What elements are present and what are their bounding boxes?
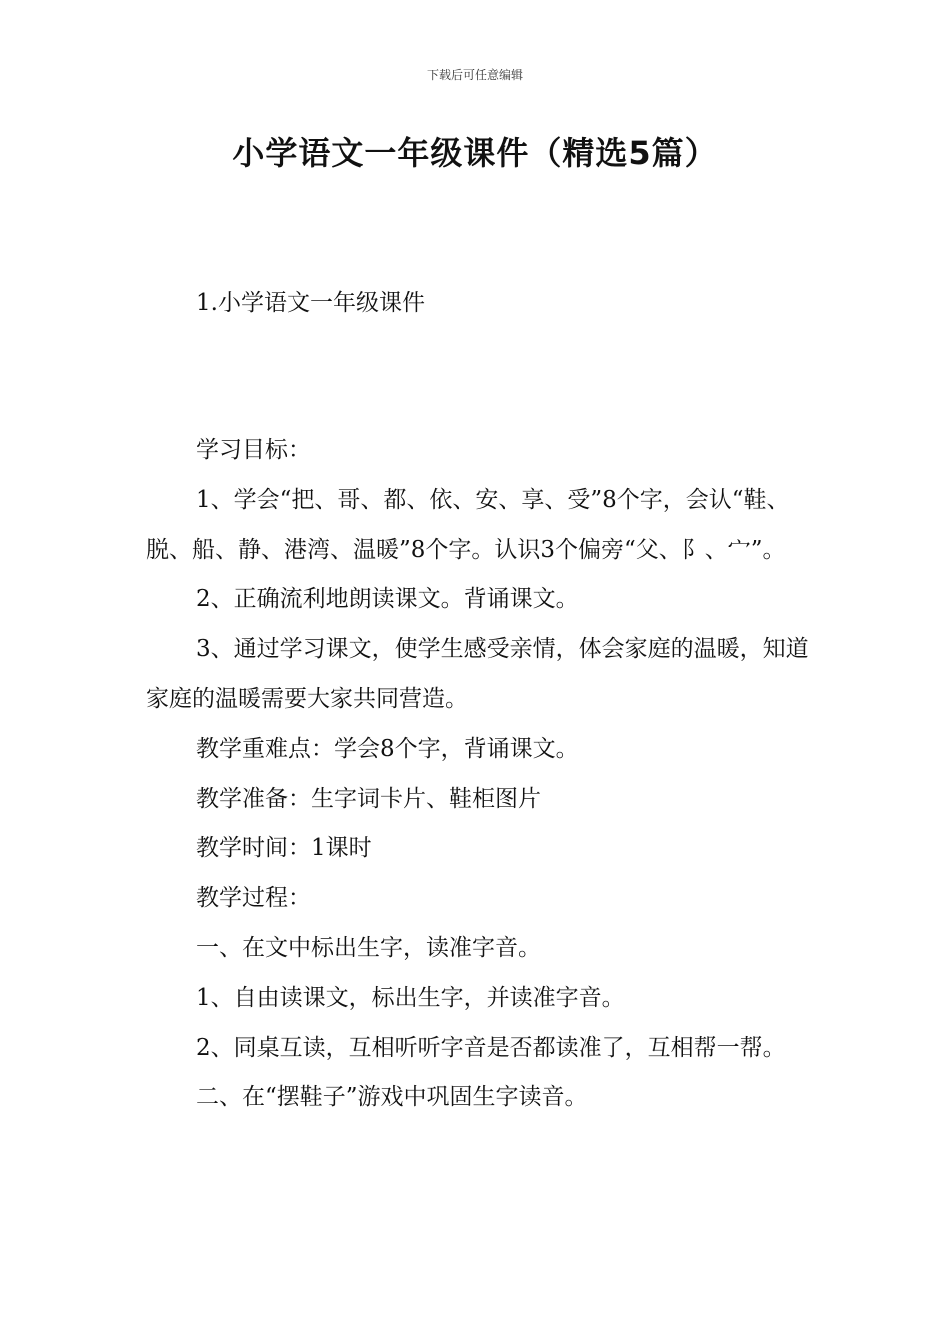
paragraph-learning-goals: 学习目标：: [196, 437, 311, 463]
paragraph-goal-1: 1、学会“把、哥、都、依、安、享、受”8个字，会认“鞋、脱、船、静、港湾、温暖”8个字。认识3个偏旁“父、阝、宀”。: [146, 486, 790, 563]
paragraph-time: 教学时间：1课时: [196, 835, 372, 862]
document-title: 小学语文一年级课件（精选5篇）: [232, 134, 718, 172]
paragraph-process: 教学过程：: [196, 885, 311, 912]
paragraph-goal-3: 3、通过学习课文，使学生感受亲情，体会家庭的温暖，知道家庭的温暖需要大家共同营造。: [146, 636, 809, 712]
header-note: 下载后可任意编辑: [426, 68, 523, 82]
paragraph-step-2: 二、在“摆鞋子”游戏中巩固生字读音。: [196, 1084, 588, 1111]
paragraph-step-1-1: 1、自由读课文，标出生字，并读准字音。: [196, 984, 625, 1011]
paragraph-preparation: 教学准备：生字词卡片、鞋柜图片: [196, 785, 541, 812]
section-heading: 1.小学语文一年级课件: [196, 290, 425, 316]
paragraph-goal-2: 2、正确流利地朗读课文。背诵课文。: [196, 586, 579, 613]
paragraph-step-1: 一、在文中标出生字，读准字音。: [196, 934, 541, 961]
document-body: [146, 426, 816, 1123]
paragraph-key-points: 教学重难点：学会8个字，背诵课文。: [196, 735, 579, 762]
paragraph-step-1-2: 2、同桌互读，互相听听字音是否都读准了，互相帮一帮。: [196, 1034, 786, 1061]
